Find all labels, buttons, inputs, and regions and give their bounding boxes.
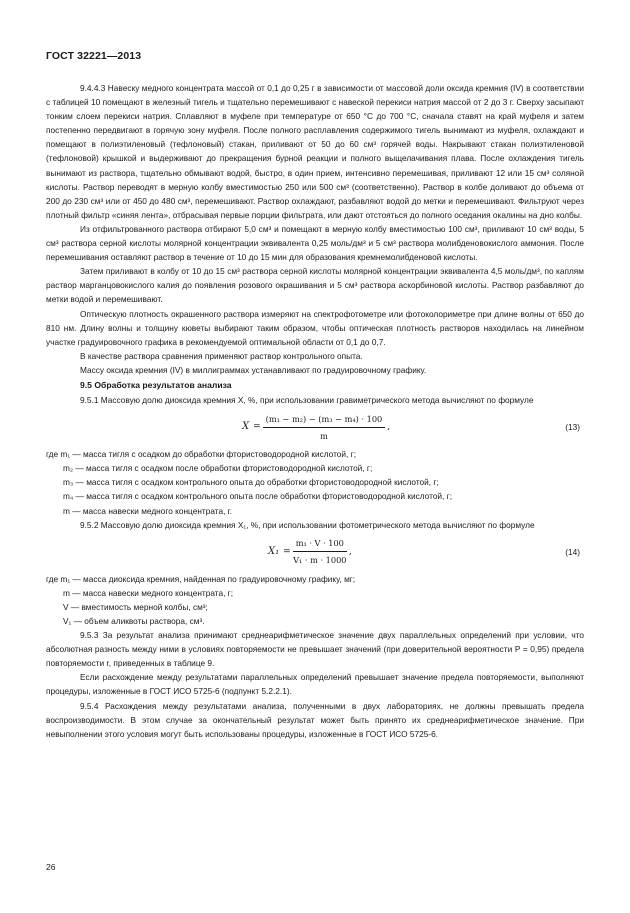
paragraph-9-5-1: 9.5.1 Массовую долю диоксида кремния X, %, при использовании гравиметрического метода вычисляют по формуле [80, 395, 534, 406]
formula-14-denominator: V₁ · m · 1000 [293, 555, 347, 566]
formula-13-equals: = [253, 422, 261, 433]
formula-13-numerator: (m₁ − m₂) − (m₃ − m₄) · 100 [263, 412, 386, 428]
formula-14-expression [268, 534, 352, 570]
paragraph-9-5-3: 9.5.3 За результат анализа принимают среднеарифметическое значение двух параллельных определений при условии, что абсолютная разность между ними в условиях повторяемости не превышает значений (при доверительной вероятности P = 0,95) предела повторяемости r, приведенных в таблице 9. [46, 630, 584, 669]
definition-item: m₃ — масса тигля с осадком контрольного опыта до обработки фтористоводородной кислотой, г; [63, 477, 439, 488]
definition-item: m₄ — масса тигля с осадком контрольного опыта после обработки фтористоводородной кислотой, г; [63, 491, 453, 502]
document-header: ГОСТ 32221—2013 [46, 50, 142, 62]
document-body [46, 81, 584, 741]
formula-13-number: (13) [565, 422, 580, 433]
page-number: 26 [46, 862, 56, 872]
paragraph-9-4-4-3: 9.4.4.3 Навеску медного концентрата массой от 0,1 до 0,25 г в зависимости от массовой доли оксида кремния (IV) в соответствии с таблицей 10 помещают в железный тигель и тщательно перемешивают с навеской перекиси натрия массой от 2 до 3 г. Сверху засыпают тонким слоем перекиси натрия. Сплавляют в муфеле при температуре от 650 °С до 700 °С, сначала ставят на край муфеля и затем постепенно передвигают в горячую зону муфеля. После полного расплавления содержимого тигель вынимают из муфеля, охлаждают и помещают в полиэтиленовый (тефлоновый) стакан, приливают от 50 до 60 см³ горячей воды. Накрывают стакан полиэтиленовой (тефлоновой) крышкой и выдерживают до прекращения бурной реакции и полного выщелачивания плава. После охлаждения тигель вынимают из раствора, тщательно обмывают водой, быстро, в один прием, интенсивно перемешивая, приливают 12 или 15 см³ соляной кислоты. Раствор переводят в мерную колбу вместимостью 250 или 500 см³ (соответственно). Раствор в колбе доливают до объема от 200 до 230 см³ или от 450 до 480 см³, перемешивают. Раствор охлаждают, разбавляют водой до метки и перемешивают. Фильтруют через плотный фильтр «синяя лента», отбрасывая первые порции фильтрата, или дают отстояться до полного оседания окалины на дно колбы. [46, 83, 584, 220]
paragraph-9-5-4: 9.5.4 Расхождения между результатами анализа, полученными в двух лабораториях, не должны превышать предела воспроизводимости. В этом случае за окончательный результат может быть принято их среднеарифметическое значение. При невыполнении этого условия могут быть использованы процедуры, изложенные в ГОСТ ИСО 5725-6. [46, 700, 584, 739]
definition-item: где m₁ — масса диоксида кремния, найденная по градуировочному графику, мг; [46, 573, 356, 584]
paragraph-9-5-2: 9.5.2 Массовую долю диоксида кремния X₁, %, при использовании фотометрического метода вычисляют по формуле [80, 519, 535, 530]
formula-14-number: (14) [565, 546, 580, 557]
formula-14-lhs: X₁ [268, 545, 280, 557]
formula-14-numerator: m₁ · V · 100 [293, 536, 347, 552]
definition-item: m — масса навески медного концентрата, г. [63, 505, 233, 516]
paragraph-comparison-solution: В качестве раствора сравнения применяют раствор контрольного опыта. [80, 350, 363, 361]
definition-item: V₁ — объем аликвоты раствора, см³. [63, 616, 205, 626]
paragraph-silica-mass: Массу оксида кремния (IV) в миллиграммах устанавливают по градуировочному графику. [80, 364, 427, 375]
definition-item: m₂ — масса тигля с осадком после обработки фтористоводородной кислотой, г; [63, 463, 373, 474]
formula-14 [46, 534, 584, 570]
paragraph-optical-density: Оптическую плотность окрашенного раствора измеряют на спектрофотометре или фотоколориметре при длине волны от 650 до 810 нм. Длину волны и толщину кюветы выбирают таким образом, чтобы оптическая плотность растворов находилась на линейном участке градуировочного графика в рекомендуемой оптимальной области от 0,1 до 0,7. [46, 308, 584, 347]
formula-13-denominator: m [320, 430, 328, 441]
formula-14-tail: , [348, 546, 352, 557]
formula-13 [46, 409, 584, 445]
paragraph-filtered-solution: Из отфильтрованного раствора отбирают 5,0 см³ и помещают в мерную колбу вместимостью 100 см³, приливают 10 см³ воды, 5 см³ раствора серной кислоты молярной концентрации эквивалента 0,25 моль/дм³ и 5 см³ раствора молибденовокислого аммония. После перемешивания оставляют раствор в течение от 10 до 15 мин для образования кремнемолибденовой кислоты. [46, 223, 584, 263]
formula-13-lhs: X [242, 421, 250, 433]
formula-13-expression [242, 409, 390, 445]
formula-13-definitions [46, 447, 584, 517]
section-9-5-heading: 9.5 Обработка результатов анализа [80, 379, 232, 390]
formula-14-equals: = [283, 546, 291, 557]
definition-item: m — масса навески медного концентрата, г; [63, 587, 234, 598]
paragraph-acid-addition: Затем приливают в колбу от 10 до 15 см³ раствора серной кислоты молярной концентрации эквивалента 4,5 моль/дм³, по каплям раствор марганцовокислого калия до появления розового окрашивания и 5 см³ раствора аскорбиновой кислоты. Раствор разбавляют до метки водой и перемешивают. [46, 266, 584, 305]
formula-14-definitions [46, 572, 584, 628]
paragraph-repeatability-discrepancy: Если расхождение между результатами параллельных определений превышает значение предела повторяемости, выполняют процедуры, изложенные в ГОСТ ИСО 5725-6 (подпункт 5.2.2.1). [46, 672, 584, 697]
definition-item: V — вместимость мерной колбы, см³; [63, 601, 208, 612]
formula-14-fraction [293, 536, 347, 567]
definition-item: где m₁ — масса тигля с осадком до обработки фтористоводородной кислотой, г; [46, 449, 356, 460]
formula-13-tail: , [387, 422, 391, 433]
formula-13-fraction [263, 412, 386, 443]
